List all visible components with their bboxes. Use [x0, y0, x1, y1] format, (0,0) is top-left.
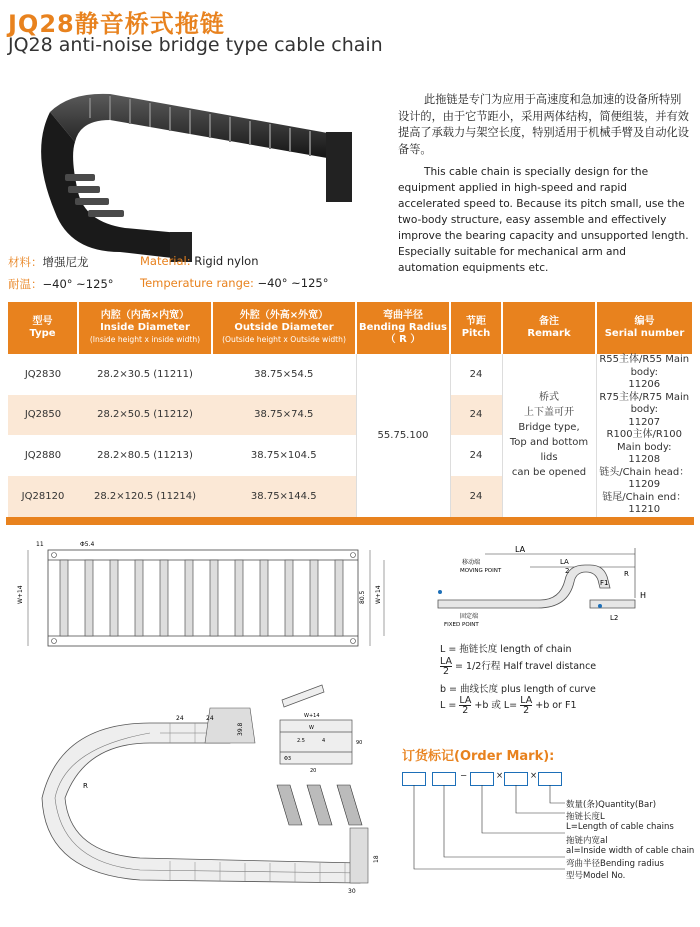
- legend-curve: b = 曲线长度 plus length of curve: [440, 684, 596, 695]
- order-mark-title: 订货标记(Order Mark):: [402, 749, 555, 764]
- link-detail-drawing: [262, 680, 380, 830]
- legend-formula: L = $\frac{LA}{2}$ +b 或 L= $\frac{LA}{2}$ +b or F1: [440, 695, 577, 716]
- legend-length: L = 拖链长度 length of chain: [440, 644, 572, 655]
- svg-text:90: 90: [356, 740, 363, 746]
- order-label-length-cn: 拖链长度L: [566, 812, 605, 822]
- bending-radius-cell: 55.75.100: [356, 354, 450, 517]
- svg-text:LA: LA: [515, 545, 526, 554]
- table-row: JQ2880 28.2×80.5 (11213) 38.75×104.5 24: [8, 435, 692, 476]
- order-label-radius: 弯曲半径Bending radius: [566, 859, 664, 869]
- page-title-en: JQ28 anti-noise bridge type cable chain: [8, 34, 383, 56]
- svg-text:H: H: [640, 591, 647, 600]
- travel-schematic: [420, 540, 692, 635]
- legend-half-travel: $\frac{LA}{2}$ = 1/2行程 Half travel distance: [440, 656, 597, 677]
- svg-text:18: 18: [373, 855, 380, 863]
- svg-text:2: 2: [565, 567, 570, 575]
- serial-cell: R55主体/R55 Main body: 11206 R75主体/R75 Main body: 11207 R100主体/R100 Main body: 11208 链头/Chain head：11209 链尾/Chain end：11210: [596, 354, 692, 517]
- svg-text:11: 11: [36, 541, 44, 548]
- header-type: 型号 Type: [8, 302, 78, 354]
- order-box-radius: [432, 772, 456, 786]
- order-label-quantity: 数量(条)Quantity(Bar): [566, 800, 657, 810]
- temperature-en: Temperature range: −40° ~125°: [140, 276, 329, 290]
- header-serial: 编号 Serial number: [596, 302, 692, 354]
- svg-text:W+14: W+14: [375, 585, 382, 604]
- order-box-length: [504, 772, 528, 786]
- svg-text:30: 30: [348, 888, 356, 895]
- svg-text:LA: LA: [560, 558, 569, 566]
- header-remark: 备注 Remark: [502, 302, 596, 354]
- header-pitch: 节距 Pitch: [450, 302, 502, 354]
- order-dash: −: [460, 771, 468, 781]
- svg-text:W+14: W+14: [17, 585, 24, 604]
- table-row: JQ28120 28.2×120.5 (11214) 38.75×144.5 24: [8, 476, 692, 517]
- cable-chain-photo: [30, 82, 370, 262]
- svg-text:R: R: [624, 570, 629, 578]
- svg-text:2.5: 2.5: [297, 738, 305, 744]
- svg-text:FIXED POINT: FIXED POINT: [444, 622, 479, 628]
- svg-text:固定端: 固定端: [460, 613, 479, 620]
- table-row: JQ2850 28.2×50.5 (11212) 38.75×74.5 24: [8, 395, 692, 436]
- header-inside: 内腔（内高×内宽） Inside Diameter (Inside height x inside width): [78, 302, 212, 354]
- section-divider: [6, 517, 694, 525]
- svg-text:Φ3: Φ3: [284, 756, 292, 762]
- description-cn: 此拖链是专门为应用于高速度和急加速的设备所特别设计的，由于它节距小，采用两体结构，简便组装，并有效提高了承载力与架空长度，特别适用于机械手臂及自动化设备等。: [398, 93, 689, 156]
- svg-text:80.5: 80.5: [359, 590, 366, 604]
- svg-text:39.8: 39.8: [237, 722, 244, 736]
- svg-text:20: 20: [310, 768, 317, 774]
- order-label-width-en: al=Inside width of cable chain: [566, 846, 695, 856]
- page-title-cn: JQ28静音桥式拖链: [8, 10, 225, 38]
- order-times-2: ×: [530, 771, 538, 781]
- remark-cell: 桥式 上下盖可开 Bridge type, Top and bottom lids can be opened: [502, 354, 596, 517]
- spec-table: [8, 302, 692, 517]
- svg-text:F1: F1: [600, 579, 609, 587]
- order-box-quantity: [538, 772, 562, 786]
- svg-text:W+14: W+14: [304, 713, 320, 719]
- order-times-1: ×: [496, 771, 504, 781]
- svg-text:4: 4: [322, 738, 326, 744]
- description-en: This cable chain is specially design for the equipment applied in high-speed and rapid accelerated speed to. Because its pitch small, use the two-body structure, easy assemble and effectively improve the bearing capacity and unsupported length. Especially suitable for mechanical arm and automation equipments etc.: [398, 166, 689, 274]
- svg-text:移动端: 移动端: [462, 559, 481, 566]
- svg-text:MOVING POINT: MOVING POINT: [460, 568, 502, 574]
- order-box-model: [402, 772, 426, 786]
- header-bending: 弯曲半径 Bending Radius （ R ）: [356, 302, 450, 354]
- svg-text:L2: L2: [610, 614, 619, 622]
- svg-text:W: W: [309, 725, 314, 731]
- table-row: JQ2830 28.2×30.5 (11211) 38.75×54.5 55.75.100 24 桥式 上下盖可开 Bridge type, Top and bottom lids can be opened R55主体/R55 Main body: 11206 R75主体/R75 Main body: 11207 R100主体/R100 Main body: 11208 链头/Chain head：11209 链尾/Chain end：11210: [8, 354, 692, 395]
- order-label-width-cn: 拖链内宽al: [566, 836, 608, 846]
- table-header-row: [8, 302, 692, 354]
- svg-text:24: 24: [206, 715, 214, 722]
- svg-text:Φ5.4: Φ5.4: [80, 541, 95, 548]
- material-cn: 材料：增强尼龙: [8, 255, 89, 269]
- chain-top-view-drawing: [8, 538, 393, 668]
- order-box-width: [470, 772, 494, 786]
- order-label-model: 型号Model No.: [566, 871, 626, 881]
- svg-text:R: R: [83, 782, 88, 790]
- material-en: Material: Rigid nylon: [140, 254, 259, 268]
- order-label-length-en: L=Length of cable chains: [566, 822, 674, 832]
- temperature-cn: 耐温：−40° ~125°: [8, 277, 114, 291]
- svg-text:24: 24: [176, 715, 184, 722]
- order-leader-lines: [400, 785, 570, 880]
- product-description: [398, 92, 690, 276]
- header-outside: 外腔（外高×外宽） Outside Diameter (Outside height x Outside width): [212, 302, 356, 354]
